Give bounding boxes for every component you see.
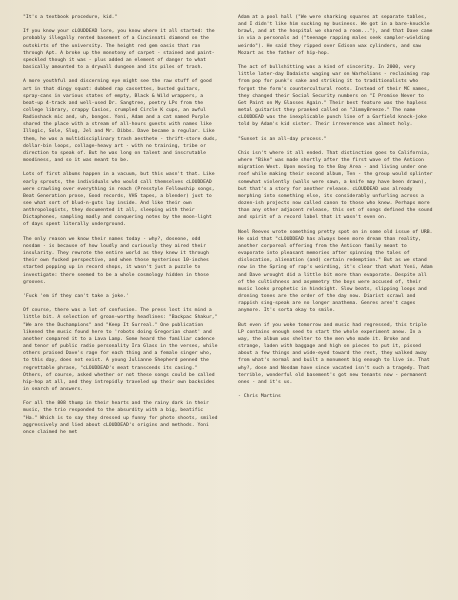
paragraph: The only reason we know their names today - why?, doseone, odd nosdam - is because of how loudly and curiously they aired their insularity. They rewrote the entire world as they knew it through their own fucked perspective, and when those mysterious 10-inches started popping up in record shops, it wasn't just a puzzle to investigate: there seemed to be a whole cosmology hidden in those grooves. <box>23 236 209 285</box>
paragraph: Lots of first albums happen in a vacuum, but this wasn't that. Like early sprouts, the individuals who would call themselves cLOUDDEAD were crawling over everything in reach (Presstyle Fellowship songs, Beat Generation prose, Good records, VHS tapes, a blender) just to see what sort of blud-n-guts lay inside. And like their own anthropologists, they documented it all, sleeping with their Dictaphones, sampling madly and conquering notes by the moon-light of days spent literally underground. <box>23 172 215 228</box>
paragraph: "It's a textbook procedure, kid." <box>23 15 118 20</box>
paragraph: Of course, there was a lot of confusion. The press lost its mind a little bit. A selection of groan-worthy headlines: "Backpac Shakur," "We are the Duchampions" and "Keep It Surreal." One publication likened the music found here to 'robots doing Gregorian chant' and another compared it to a Lava Lamp. Some heard the familiar cadence and tenor of public radio personality Ira Glass in the verses, while others praised Dave's rage for each thing and a female singer who, to this day, does not exist. A young Julianne Shepherd penned the regrettable phrase, "cLOUDDEAD's meat transcends its casing." Others, of course, asked whether or not these songs could be called hip-hop at all, and they intrepidly traveled up their own backsides in search of answers. <box>23 308 218 393</box>
left-column <box>23 14 219 443</box>
paragraph: If you know your cLOUDDEAD lore, you know where it all started: the probably illegally rented basement of a Cincinnati diamond on the outskirts of the university. The height red gem oasis that ran through Apt. A broke up the monotony of carpet - stained and paint-speckled though it was - plus added an element of danger to what basically amounted to a drywall dungeon and its piles of trash. <box>23 29 215 71</box>
right-column <box>238 14 434 407</box>
author-signoff: - Chris Martins <box>238 394 281 400</box>
paragraph: Adam at a pool hall ("We were sharking squares at separate tables, and I didn't like him sucking my business. We got in a bare-knuckle brawl, and at the hospital we shared a room..."), and that Dave came in via a personals ad ("teenage rapping males seek sampler-wielding weirdo"). He said they ripped over Edison wax cylinders, and saw Mozart as the father of hip-hop. <box>238 15 433 56</box>
pull-quote: "Sunset is an all-day process." <box>238 136 327 142</box>
paragraph: A more youthful and discerning eye might see the raw stuff of good art in that dingy squat: dubbed rap cassettes, busted guitars, spray-cans in various states of empty, Black & Wild wrappers, a beat-up 4-track and well-used Dr. Sangtree, poetry LPs from the college library, crappy Casios, crumpled Circle K cups, an awful Radioshack mic and, uh, bongos. Yoni, Adam and a cat named Purple shared the place with a stream of all-hours guests with names like Illogic, Sole, Slug, Jel and Mr. Dibbs. Dave became a regular. Like them, he was a multidisciplinary trash aesthete - thrift-store duds, dollar-bin loops, collage-heavy art - with no training, tribe or direction to speak of. But he was long on talent and inscrutable moodiness, and so it was meant to be. <box>23 79 218 164</box>
paragraph: For all the 808 thump in their hearts and the rainy dark in their music, the trio responded to the absurdity with a big, beatific "Ha." Which is to say they dressed up funny for photo shoots, smiled aggressively and lied about cLOUDDEAD's origins and methods. Yoni once claimed he met <box>23 401 218 435</box>
paragraph: But even if you woke tomorrow and music had regressed, this triple LP contains enough seed to start the whole experiment anew. In a way, the album was shelter to the men who made it. Broke and strange, laden with baggage and high on pieces to put it, pissed about a few things and wide-eyed toward the rest, they walked away from what's normal and built a monument big enough to live in. That why?, dose and Nosdam have since vacated isn't such a tragedy. That terrible, wonderful old basement's got new tenants now - permanent ones - and it's us. <box>238 322 430 385</box>
paragraph: Noel Reeves wrote something pretty spot on in some old issue of URB. He said that "cLOUDDEAD has always been more dream than reality, another corporeal offering from the Anticon family meant to evaporate into pleasant memories after spinning the tales of dislocation, alienation (and) certain redemption." But as we stand now in the Spring of rap's weirding, it's clear that what Yoni, Adam and Dave wrought did a little bit more than evaporate. Despite all of the cultishness and asymmetry the boys were accused of, their music looks prophetic in hindsight. Slow beats, slipping loops and droning tones are the order of the day now. Diarist scrawl and rappish sing-speak are no longer anathema. Genres aren't cages anymore. It's sorta okay to smile. <box>238 229 433 314</box>
paragraph: The act of bullshitting was a kind of sincerity. In 2000, very little later-day Dadaists waging war on Warholians - reclaiming rap from pop for punk's sake and striking it to traditionalists who forgot the form's countercultural roots. Instead of their MC names, they changed their Social Security numbers on "I Promise Never to Get Paint on My Glasses Again." Their best feature was the hapless metal guitarist they pranked called on "JimmyBreeze." The name cLOUDDEAD was the inexplicable punch line of a Garfield knock-joke told by Adam's kid sister. Their irreverence was almost holy. <box>238 65 430 128</box>
paragraph: Chis isn't where it all ended. That distinction goes to California, where "Bike" was made shortly after the first wave of the Anticon migration West. Upon moving to the Bay Area - and living under one roof while making their second album, Ten - the group would splinter somewhat violently (walls were sawn, a knife may have been drawn), but that's a story for another release. cLOUDDEAD was already morphing into something else, its considerably unfurling across a dozen-ish projects now called canon to those who knew. Perhaps more than any other adjacent release, this set of songs defined the sound and spirit of a record label that it wasn't even on. <box>238 150 433 221</box>
pull-quote: 'Fuck 'em if they can't take a joke.' <box>23 294 129 300</box>
